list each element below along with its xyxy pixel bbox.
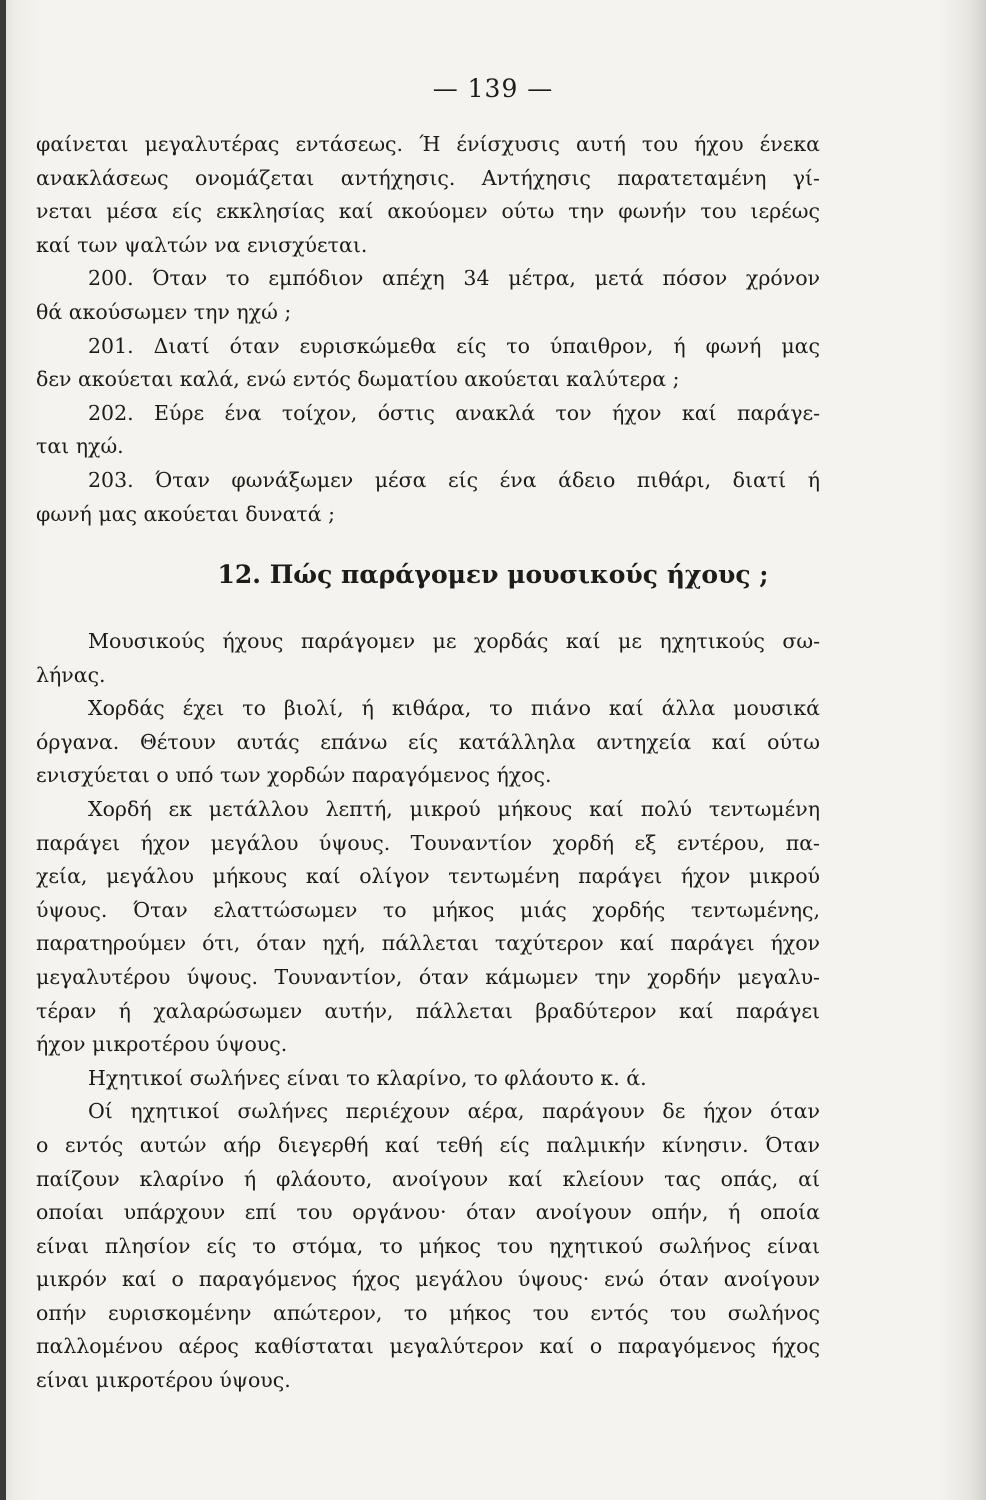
text-line: χεία, μεγάλου μήκους καί ολίγον τεντωμένη παράγει ήχον μικρού xyxy=(36,864,820,889)
page-number: — 139 — xyxy=(432,74,554,103)
text-line: ύψους. Όταν ελαττώσωμεν το μήκος μιάς χορδής τεντωμένης, xyxy=(36,897,820,922)
text-line: 200. Όταν το εμπόδιον απέχη 34 μέτρα, μετά πόσον χρόνον xyxy=(88,266,820,291)
text-line: νεται μέσα είς εκκλησίας καί ακούομεν ούτω την φωνήν του ιερέως xyxy=(36,199,820,224)
text-line: φαίνεται μεγαλυτέρας εντάσεως. Ή ένίσχυσις αυτή του ήχου ένεκα xyxy=(36,132,820,156)
text-line: είναι μικροτέρου ύψους. xyxy=(36,1368,291,1393)
text-line: ται ηχώ. xyxy=(36,434,124,459)
text-line: Χορδάς έχει το βιολί, ή κιθάρα, το πιάνο καί άλλα μουσικά xyxy=(88,696,820,721)
text-line: ήχον μικροτέρου ύψους. xyxy=(36,1032,288,1057)
text-line: μεγαλυτέρου ύψους. Τουναντίον, όταν κάμωμεν την χορδήν μεγαλυ- xyxy=(36,964,820,989)
text-line: παλλομένου αέρος καθίσταται μεγαλύτερον καί ο παραγόμενος ήχος xyxy=(36,1334,820,1359)
text-line: θά ακούσωμεν την ηχώ ; xyxy=(36,299,292,324)
text-line: παίζουν κλαρίνο ή φλάουτο, ανοίγουν καί κλείουν τας οπάς, αί xyxy=(36,1166,820,1191)
page-spine xyxy=(0,0,6,1500)
text-line: δεν ακούεται καλά, ενώ εντός δωματίου ακούεται καλύτερα ; xyxy=(36,367,680,392)
text-line: Ηχητικοί σωλήνες είναι το κλαρίνο, το φλάουτο κ. ά. xyxy=(88,1065,647,1090)
text-block-musical-sounds xyxy=(36,625,820,1398)
section-heading: 12. Πώς παράγομεν μουσικούς ήχους ; xyxy=(217,560,769,589)
text-block-questions xyxy=(36,128,820,531)
text-line: ανακλάσεως ονομάζεται αντήχησις. Αντήχησις παρατεταμένη γί- xyxy=(36,165,820,190)
text-line: παρατηρούμεν ότι, όταν ηχή, πάλλεται ταχύτερον καί παράγει ήχον xyxy=(36,931,820,956)
text-line: τέραν ή χαλαρώσωμεν αυτήν, πάλλεται βραδύτερον καί παράγει xyxy=(36,998,820,1023)
text-line: 201. Διατί όταν ευρισκώμεθα είς το ύπαιθρον, ή φωνή μας xyxy=(88,333,820,358)
text-line: όργανα. Θέτουν αυτάς επάνω είς κατάλληλα αντηχεία καί ούτω xyxy=(36,729,820,754)
text-line: μικρόν καί ο παραγόμενος ήχος μεγάλου ύψους· ενώ όταν ανοίγουν xyxy=(36,1267,820,1292)
text-line: 202. Εύρε ένα τοίχον, όστις ανακλά τον ήχον καί παράγε- xyxy=(88,400,820,425)
text-line: καί των ψαλτών να ενισχύεται. xyxy=(36,232,368,257)
text-line: ο εντός αυτών αήρ διεγερθή καί τεθή είς παλμικήν κίνησιν. Όταν xyxy=(36,1132,820,1157)
text-line: λήνας. xyxy=(36,662,106,687)
text-line: φωνή μας ακούεται δυνατά ; xyxy=(36,501,336,526)
text-line: οπήν ευρισκομένην απώτερον, το μήκος του εντός του σωλήνος xyxy=(36,1300,820,1325)
text-line: Μουσικούς ήχους παράγομεν με χορδάς καί με ηχητικούς σω- xyxy=(88,629,820,653)
text-line: οποίαι υπάρχουν επί του οργάνου· όταν ανοίγουν οπήν, ή οποία xyxy=(36,1200,820,1225)
text-line: Οί ηχητικοί σωλήνες περιέχουν αέρα, παράγουν δε ήχον όταν xyxy=(88,1099,820,1124)
text-line: Χορδή εκ μετάλλου λεπτή, μικρού μήκους καί πολύ τεντωμένη xyxy=(88,796,820,821)
text-line: 203. Όταν φωνάξωμεν μέσα είς ένα άδειο πιθάρι, διατί ή xyxy=(88,467,820,492)
text-line: παράγει ήχον μεγάλου ύψους. Τουναντίον χορδή εξ εντέρου, πα- xyxy=(36,830,820,855)
text-line: είναι πλησίον είς το στόμα, το μήκος του ηχητικού σωλήνος είναι xyxy=(36,1233,820,1258)
text-line: ενισχύεται ο υπό των χορδών παραγόμενος ήχος. xyxy=(36,763,552,788)
